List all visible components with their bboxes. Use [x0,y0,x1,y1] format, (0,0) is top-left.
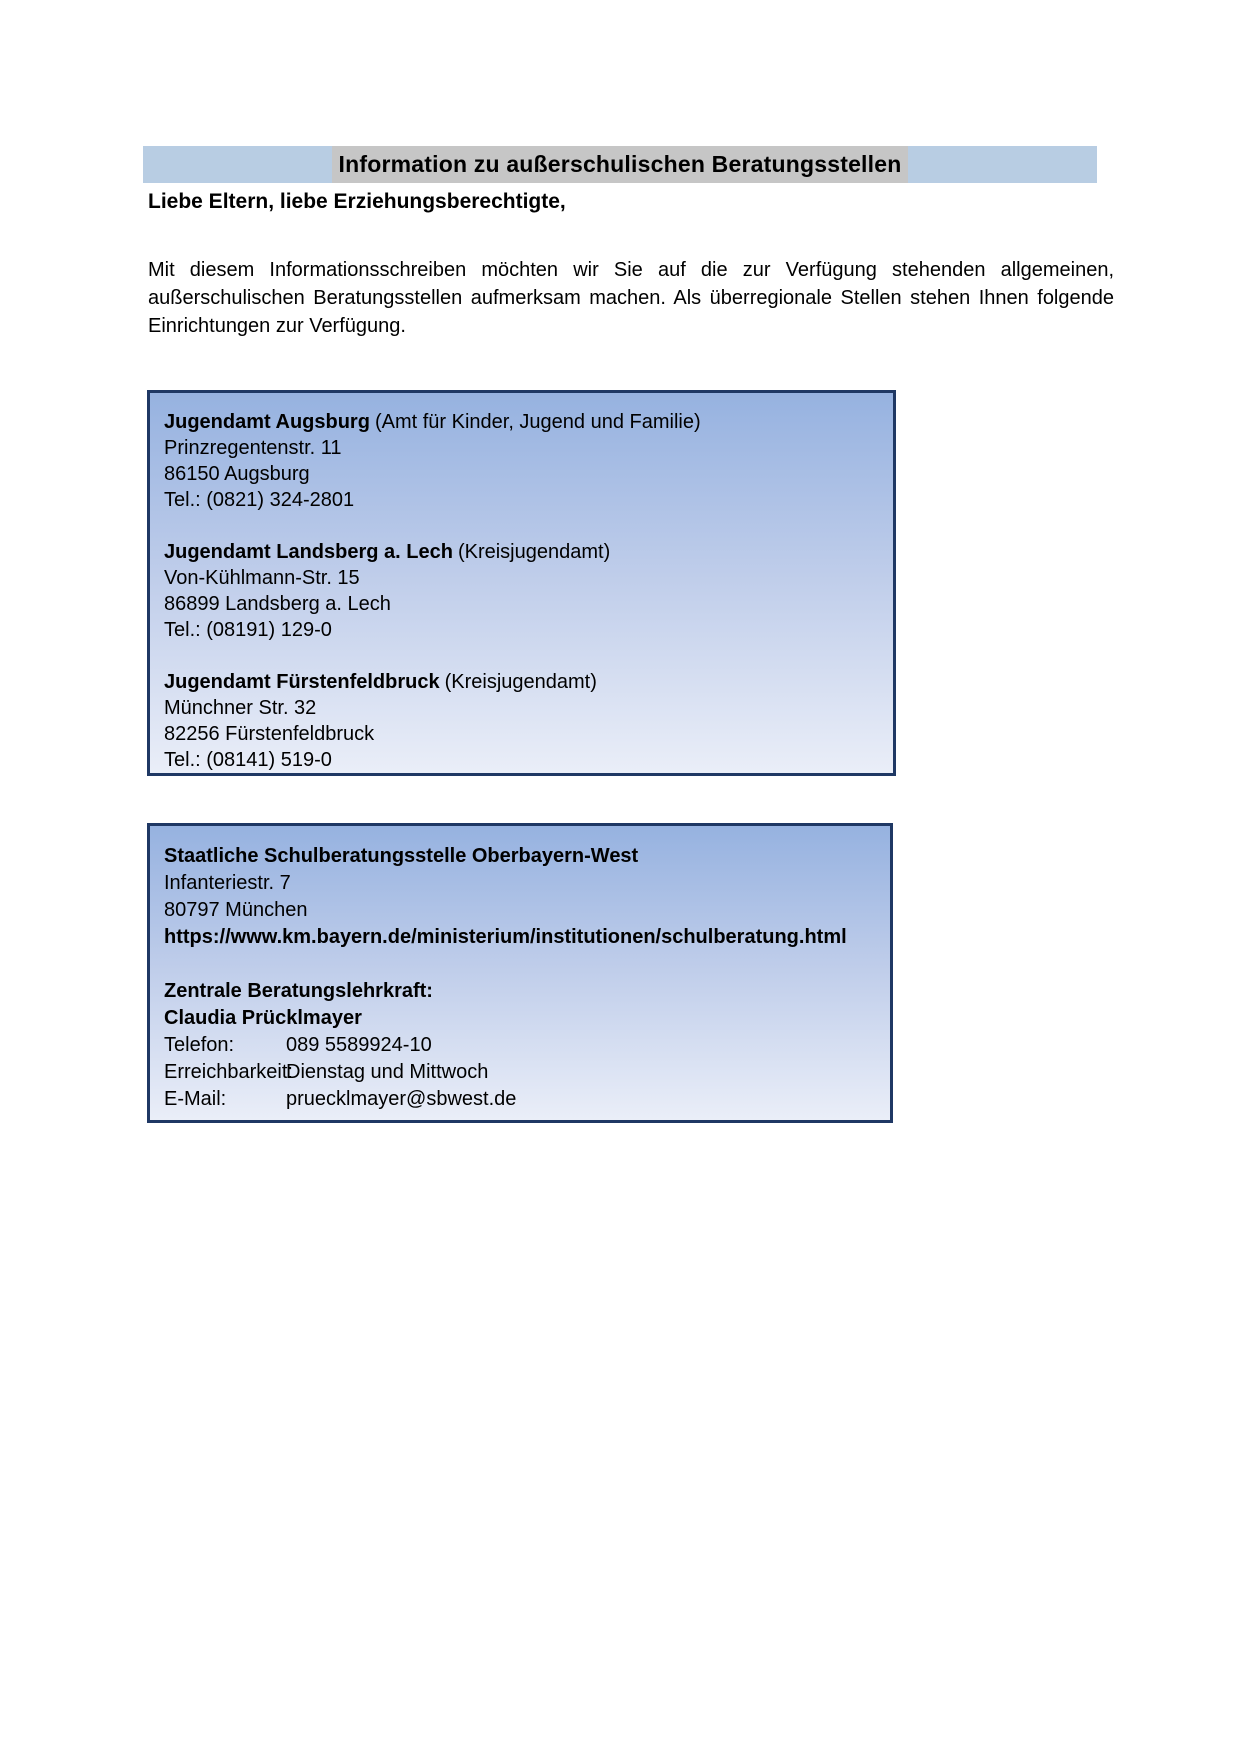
phone-line: Tel.: (08191) 129-0 [164,619,332,641]
org-name: Jugendamt Augsburg [164,411,370,433]
contact-name: Claudia Prücklmayer [164,1007,362,1029]
org-name: Jugendamt Landsberg a. Lech [164,541,453,563]
phone-line: Tel.: (0821) 324-2801 [164,489,355,511]
org-suffix: (Kreisjugendamt) [457,541,611,563]
row-value: 089 5589924-10 [286,1034,432,1056]
schulberatung-box [147,823,893,1123]
org-name: Jugendamt Fürstenfeldbruck [164,671,440,693]
row-value: Dienstag und Mittwoch [286,1061,489,1083]
contact-row-email [164,1086,876,1113]
contact-block [164,978,876,1113]
street-line: Münchner Str. 32 [164,697,317,719]
phone-line: Tel.: (08141) 519-0 [164,749,332,771]
website-url: https://www.km.bayern.de/ministerium/institutionen/schulberatung.html [164,926,847,948]
entry-heading [164,409,879,435]
contact-row-telefon [164,1032,876,1059]
contact-heading: Zentrale Beratungslehrkraft: [164,980,433,1002]
entry-heading [164,669,879,695]
jugendamt-box [147,390,896,776]
jugendamt-entry-landsberg [164,539,879,643]
row-label: E-Mail: [164,1088,227,1110]
greeting-line: Liebe Eltern, liebe Erziehungsberechtigte, [148,190,566,213]
row-value: pruecklmayer@sbwest.de [286,1088,517,1110]
title-bar [143,146,1097,183]
org-name: Staatliche Schulberatungsstelle Oberbayern-West [164,845,639,867]
street-line: Infanteriestr. 7 [164,872,291,894]
city-line: 86899 Landsberg a. Lech [164,593,391,615]
org-suffix: (Kreisjugendamt) [444,671,597,693]
city-line: 86150 Augsburg [164,463,310,485]
city-line: 80797 München [164,899,308,921]
jugendamt-entry-augsburg [164,409,879,513]
row-label: Telefon: [164,1034,235,1056]
street-line: Von-Kühlmann-Str. 15 [164,567,360,589]
contact-row-erreichbarkeit [164,1059,876,1086]
jugendamt-entry-fuerstenfeldbruck [164,669,879,773]
row-label: Erreichbarkeit: [164,1061,293,1083]
org-suffix: (Amt für Kinder, Jugend und Familie) [374,411,701,433]
entry-heading [164,539,879,565]
street-line: Prinzregentenstr. 11 [164,437,342,459]
intro-paragraph: Mit diesem Informationsschreiben möchten wir Sie auf die zur Verfügung stehenden allgemeinen, außerschulischen Beratungsstellen aufmerksam machen. Als überregionale Stellen stehen Ihnen folgende Einrichtungen zur Verfügung. [148,259,1114,337]
page-title: Information zu außerschulischen Beratungsstellen [332,146,909,183]
city-line: 82256 Fürstenfeldbruck [164,723,375,745]
